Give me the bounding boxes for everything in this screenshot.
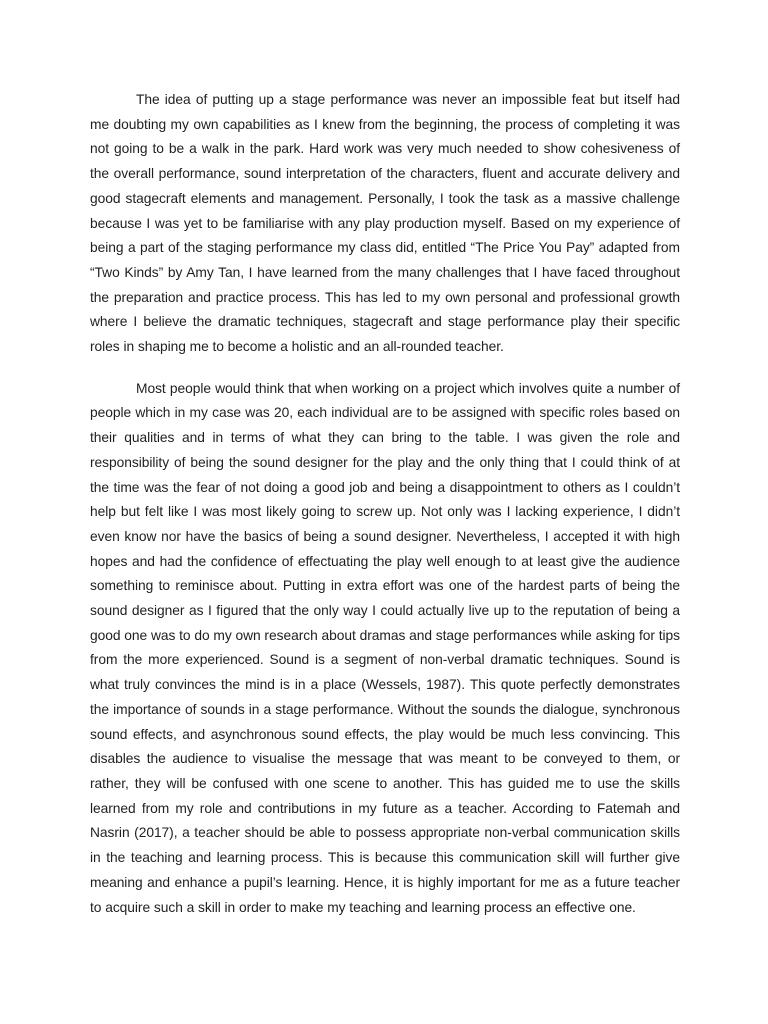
document-body <box>90 88 680 920</box>
paragraph-2: Most people would think that when working on a project which involves quite a number of people which in my case was 20, each individual are to be assigned with specific roles based on their qualities and in terms of what they can bring to the table. I was given the role and responsibility of being the sound designer for the play and the only thing that I could think of at the time was the fear of not doing a good job and being a disappointment to others as I couldn’t help but felt like I was most likely going to screw up. Not only was I lacking experience, I didn’t even know nor have the basics of being a sound designer. Nevertheless, I accepted it with high hopes and had the confidence of effectuating the play well enough to at least give the audience something to reminisce about. Putting in extra effort was one of the hardest parts of being the sound designer as I figured that the only way I could actually live up to the reputation of being a good one was to do my own research about dramas and stage performances while asking for tips from the more experienced. Sound is a segment of non-verbal dramatic techniques. Sound is what truly convinces the mind is in a place (Wessels, 1987). This quote perfectly demonstrates the importance of sounds in a stage performance. Without the sounds the dialogue, synchronous sound effects, and asynchronous sound effects, the play would be much less convincing. This disables the audience to visualise the message that was meant to be conveyed to them, or rather, they will be confused with one scene to another. This has guided me to use the skills learned from my role and contributions in my future as a teacher. According to Fatemah and Nasrin (2017), a teacher should be able to possess appropriate non-verbal communication skills in the teaching and learning process. This is because this communication skill will further give meaning and enhance a pupil’s learning. Hence, it is highly important for me as a future teacher to acquire such a skill in order to make my teaching and learning process an effective one. <box>90 380 680 915</box>
paragraph-1: The idea of putting up a stage performance was never an impossible feat but itself had me doubting my own capabilities as I knew from the beginning, the process of completing it was not going to be a walk in the park. Hard work was very much needed to show cohesiveness of the overall performance, sound interpretation of the characters, fluent and accurate delivery and good stagecraft elements and management. Personally, I took the task as a massive challenge because I was yet to be familiarise with any play production myself. Based on my experience of being a part of the staging performance my class did, entitled “The Price You Pay” adapted from “Two Kinds” by Amy Tan, I have learned from the many challenges that I have faced throughout the preparation and practice process. This has led to my own personal and professional growth where I believe the dramatic techniques, stagecraft and stage performance play their specific roles in shaping me to become a holistic and an all-rounded teacher. <box>90 92 680 355</box>
